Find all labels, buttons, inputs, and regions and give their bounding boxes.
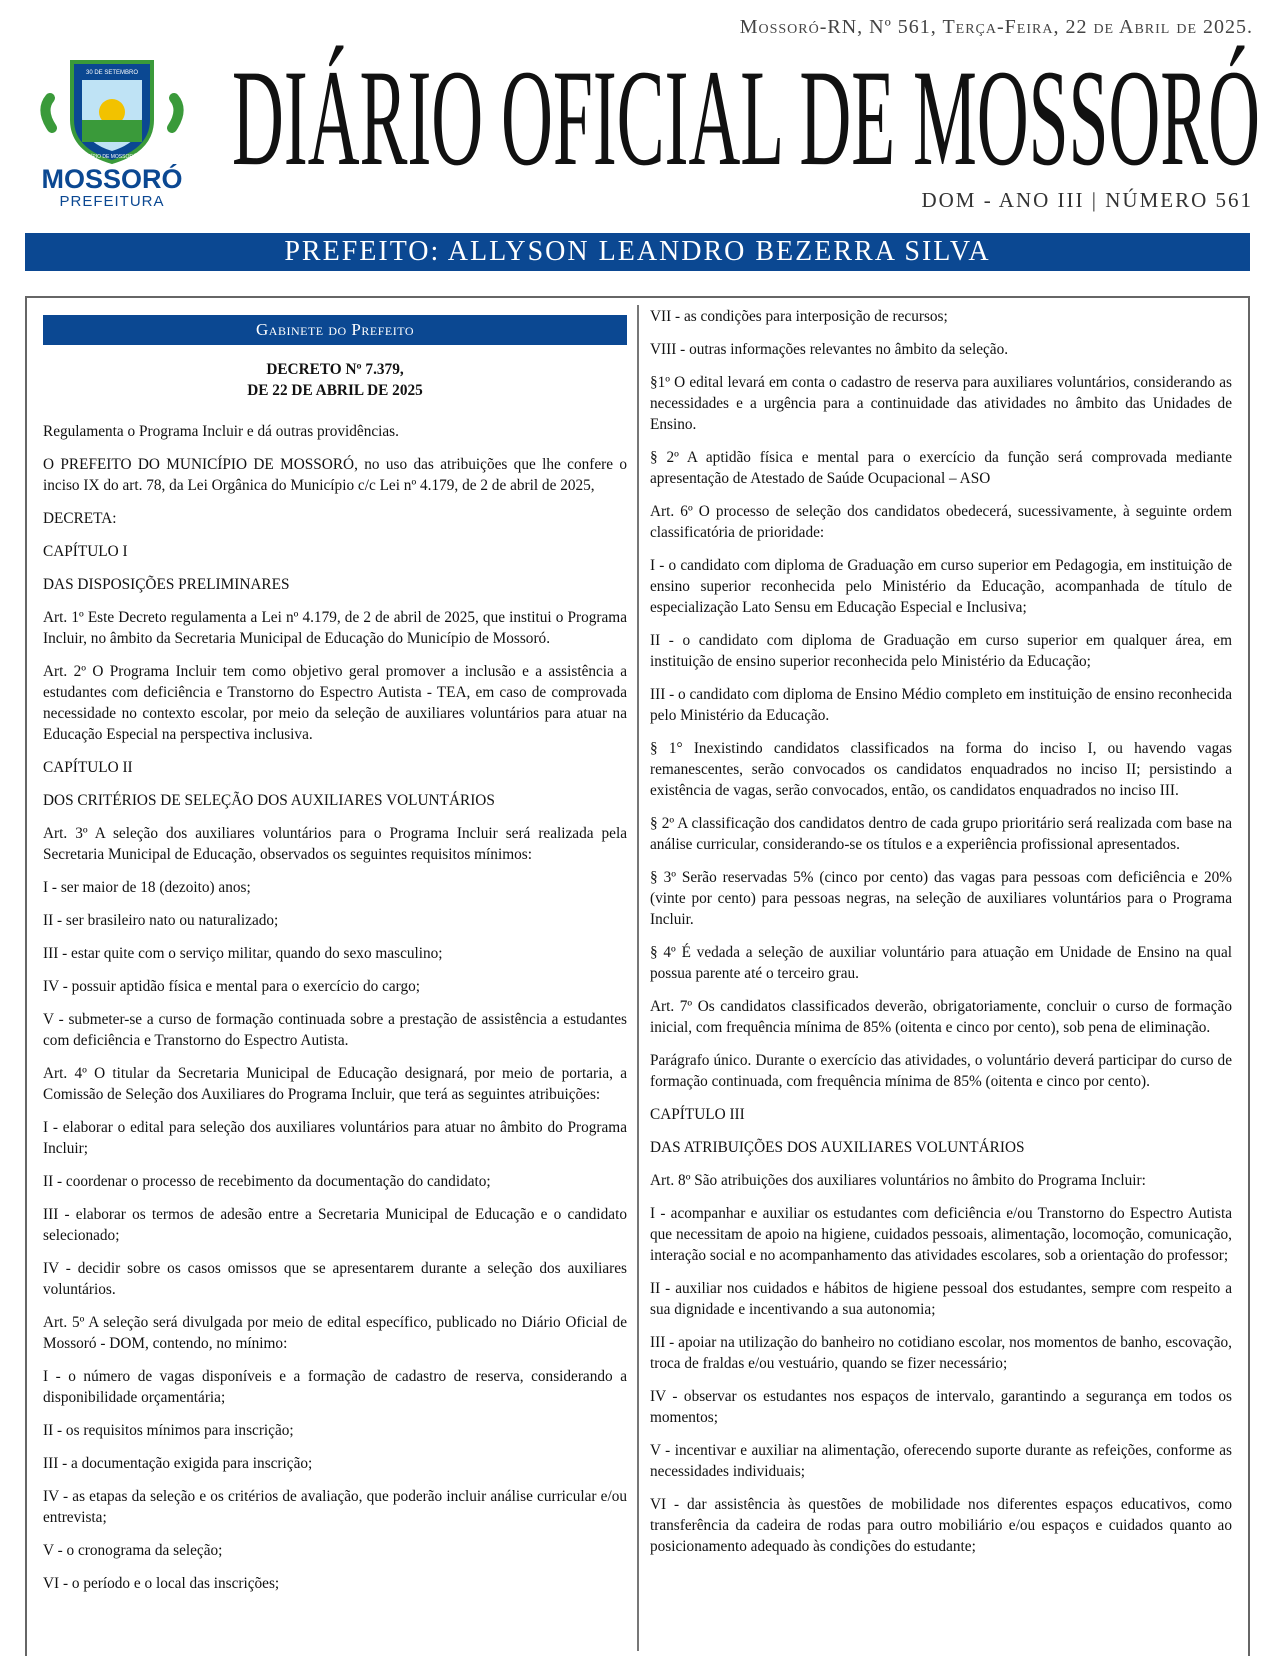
left-column [43,306,627,1606]
decree-date: DE 22 DE ABRIL DE 2025 [247,382,423,399]
paragraph: III - estar quite com o serviço militar, quando do sexo masculino; [43,945,443,962]
paragraph: Art. 1º Este Decreto regulamenta a Lei nº 4.179, de 2 de abril de 2025, que institui o Programa Incluir, no âmbito da Secretaria Municipal de Educação do Município de Mossoró. [43,609,627,647]
decree-number: DECRETO Nº 7.379, [266,361,404,378]
paragraph: II - coordenar o processo de recebimento da documentação do candidato; [43,1173,491,1190]
masthead-text: DIÁRIO OFICIAL DE MOSSORÓ [232,42,1260,182]
paragraph: Parágrafo único. Durante o exercício das atividades, o voluntário deverá participar do curso de formação continuada, com frequência mínima de 85% (oitenta e cinco por cento). [650,1052,1232,1090]
paragraph: I - acompanhar e auxiliar os estudantes com deficiência e/ou Transtorno do Espectro Autista que necessitam de apoio na higiene, cuidados pessoais, alimentação, locomoção, comunicação, interação social e no acompanhamento das atividades escolares, sob a orientação do professor; [650,1205,1232,1264]
paragraph: III - o candidato com diploma de Ensino Médio completo em instituição de ensino reconhecida pelo Ministério da Educação. [650,686,1232,724]
paragraph: Regulamenta o Programa Incluir e dá outras providências. [43,423,399,440]
paragraph: IV - possuir aptidão física e mental para o exercício do cargo; [43,978,421,995]
paragraph: III - a documentação exigida para inscrição; [43,1455,313,1472]
paragraph: IV - decidir sobre os casos omissos que se apresentarem durante a seleção dos auxiliares voluntários. [43,1260,627,1298]
edition-number: DOM - ANO III | NÚMERO 561 [921,188,1253,212]
city-logo [22,50,202,210]
paragraph: CAPÍTULO I [43,543,128,560]
paragraph: VIII - outras informações relevantes no âmbito da seleção. [650,341,1009,358]
right-paragraphs [650,306,1232,1557]
paragraph: Art. 2º O Programa Incluir tem como objetivo geral promover a inclusão e a assistência a estudantes com deficiência e Transtorno do Espectro Autista - TEA, em caso de comprovada necessidade no contexto escolar, por meio da seleção de auxiliares voluntários para atuar na Educação Especial na perspectiva inclusiva. [43,663,627,743]
paragraph: DAS ATRIBUIÇÕES DOS AUXILIARES VOLUNTÁRIOS [650,1139,1025,1156]
paragraph: V - o cronograma da seleção; [43,1542,223,1559]
paragraph: I - ser maior de 18 (dezoito) anos; [43,879,251,896]
mayor-banner: PREFEITO: ALLYSON LEANDRO BEZERRA SILVA [25,233,1250,271]
paragraph: I - o número de vagas disponíveis e a formação de cadastro de reserva, considerando a disponibilidade orçamentária; [43,1368,627,1406]
paragraph: DAS DISPOSIÇÕES PRELIMINARES [43,576,290,593]
paragraph: II - o candidato com diploma de Graduação em curso superior em qualquer área, em instituição de ensino superior reconhecida pelo Ministério da Educação; [650,632,1232,670]
paragraph: V - submeter-se a curso de formação continuada sobre a prestação de assistência a estudantes com deficiência e Transtorno do Espectro Autista. [43,1011,627,1049]
paragraph: III - elaborar os termos de adesão entre a Secretaria Municipal de Educação e o candidato selecionado; [43,1206,627,1244]
paragraph: Art. 8º São atribuições dos auxiliares voluntários no âmbito do Programa Incluir: [650,1172,1146,1189]
coat-of-arms-icon [22,50,202,210]
paragraph: II - auxiliar nos cuidados e hábitos de higiene pessoal dos estudantes, sempre com respeito a sua dignidade e incentivando a sua autonomia; [650,1280,1232,1318]
paragraph: II - os requisitos mínimos para inscrição; [43,1422,294,1439]
masthead-title [232,42,1262,182]
paragraph: VII - as condições para interposição de recursos; [650,308,948,325]
paragraph: § 2º A classificação dos candidatos dentro de cada grupo prioritário será realizada com base na análise curricular, considerando-se os títulos e a experiência profissional apresentados. [650,815,1232,853]
paragraph: I - elaborar o edital para seleção dos auxiliares voluntários para atuar no âmbito do Programa Incluir; [43,1119,627,1157]
left-paragraphs [43,421,627,1594]
paragraph: II - ser brasileiro nato ou naturalizado; [43,912,279,929]
decree-title [43,359,627,401]
paragraph: Art. 6º O processo de seleção dos candidatos obedecerá, sucessivamente, à seguinte ordem classificatória de prioridade: [650,503,1232,541]
column-divider [637,305,639,1651]
paragraph: CAPÍTULO II [43,759,133,776]
svg-text:PREFEITURA: PREFEITURA [59,193,165,210]
svg-text:30 DE SETEMBRO: 30 DE SETEMBRO [85,70,139,76]
paragraph: Art. 7º Os candidatos classificados deverão, obrigatoriamente, concluir o curso de formação inicial, com frequência mínima de 85% (oitenta e cinco por cento), sob pena de eliminação. [650,998,1232,1036]
paragraph: VI - o período e o local das inscrições; [43,1575,280,1592]
paragraph: III - apoiar na utilização do banheiro no cotidiano escolar, nos momentos de banho, escovação, troca de fraldas e/ou vestuário, quando se fizer necessário; [650,1334,1232,1372]
paragraph: DECRETA: [43,510,117,527]
paragraph: Art. 5º A seleção será divulgada por meio de edital específico, publicado no Diário Oficial de Mossoró - DOM, contendo, no mínimo: [43,1314,627,1352]
dateline: Mossoró-RN, Nº 561, Terça-Feira, 22 de Abril de 2025. [739,16,1253,38]
paragraph: O PREFEITO DO MUNICÍPIO DE MOSSORÓ, no uso das atribuições que lhe confere o inciso IX do art. 78, da Lei Orgânica do Município c/c Lei nº 4.179, de 2 de abril de 2025, [43,456,627,494]
paragraph: DOS CRITÉRIOS DE SELEÇÃO DOS AUXILIARES VOLUNTÁRIOS [43,792,495,809]
paragraph: I - o candidato com diploma de Graduação em curso superior em Pedagogia, em instituição de ensino superior reconhecida pelo Ministério da Educação, acompanhada de título de especialização Lato Sensu em Educação Especial e Inclusiva; [650,557,1232,616]
paragraph: Art. 4º O titular da Secretaria Municipal de Educação designará, por meio de portaria, a Comissão de Seleção dos Auxiliares do Programa Incluir, que terá as seguintes atribuições: [43,1065,627,1103]
paragraph: CAPÍTULO III [650,1106,745,1123]
paragraph: IV - as etapas da seleção e os critérios de avaliação, que poderão incluir análise curricular e/ou entrevista; [43,1488,627,1526]
paragraph: § 3º Serão reservadas 5% (cinco por cento) das vagas para pessoas com deficiência e 20% (vinte por cento) para pessoas negras, na seleção de auxiliares voluntários para o Programa Incluir. [650,869,1232,928]
paragraph: IV - observar os estudantes nos espaços de intervalo, garantindo a segurança em todos os momentos; [650,1388,1232,1426]
paragraph: Art. 3º A seleção dos auxiliares voluntários para o Programa Incluir será realizada pela Secretaria Municipal de Educação, observados os seguintes requisitos mínimos: [43,825,627,863]
right-column [650,306,1232,1569]
paragraph: § 4º É vedada a seleção de auxiliar voluntário para atuação em Unidade de Ensino na qual possua parente até o terceiro grau. [650,944,1232,982]
paragraph: §1º O edital levará em conta o cadastro de reserva para auxiliares voluntários, considerando as necessidades e a urgência para a continuidade das atividades no âmbito das Unidades de Ensino. [650,374,1232,433]
section-header: Gabinete do Prefeito [43,315,627,345]
paragraph: V - incentivar e auxiliar na alimentação, oferecendo suporte durante as refeições, conforme as necessidades individuais; [650,1442,1232,1480]
paragraph: VI - dar assistência às questões de mobilidade nos diferentes espaços educativos, como transferência da cadeira de rodas para outro mobiliário e/ou espaços e cuidados quanto ao posicionamento adequado às condições do estudante; [650,1496,1232,1555]
svg-text:MOSSORÓ: MOSSORÓ [41,164,183,194]
svg-text:MUNICÍPIO DE MOSSORÓ 1852: MUNICÍPIO DE MOSSORÓ 1852 [74,154,150,160]
paragraph: § 1° Inexistindo candidatos classificados na forma do inciso I, ou havendo vagas remanescentes, serão convocados os candidatos enquadrados no inciso II; persistindo a existência de vagas, serão convocados, então, os candidatos enquadrados no inciso III. [650,740,1232,799]
paragraph: § 2º A aptidão física e mental para o exercício da função será comprovada mediante apresentação de Atestado de Saúde Ocupacional – ASO [650,449,1232,487]
